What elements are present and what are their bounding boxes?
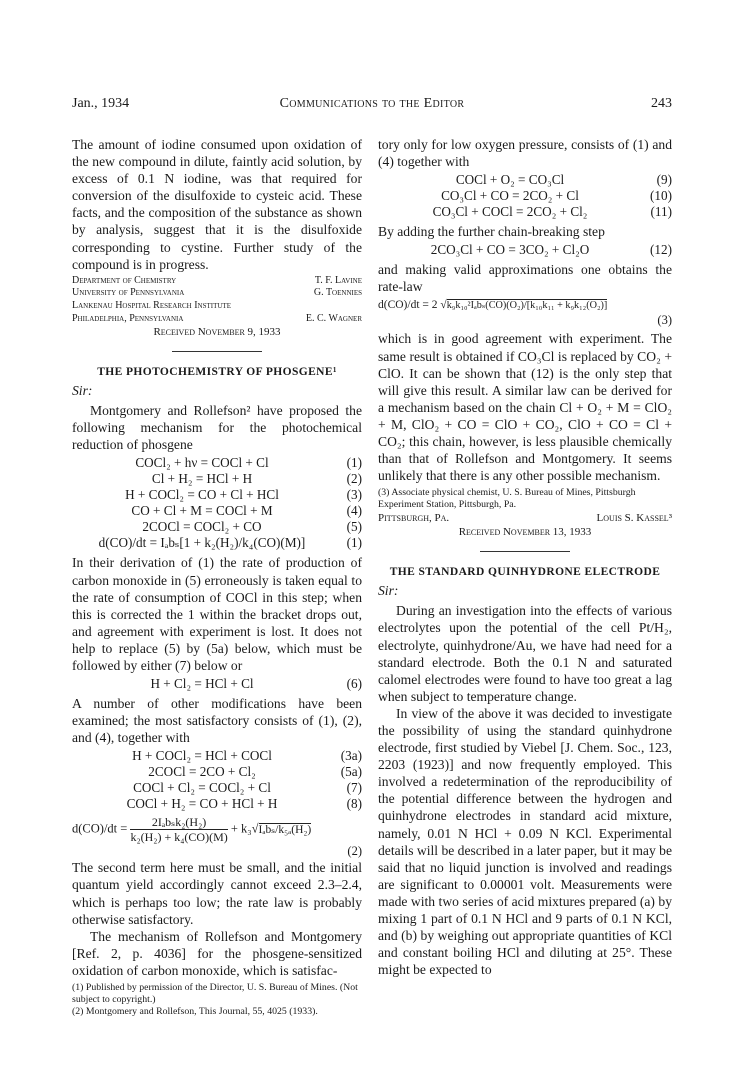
salutation: Sir: xyxy=(72,383,93,399)
equation-number: (2) xyxy=(347,844,362,859)
equation: d(CO)/dt = Iₐbₛ[1 + k₂(H₂)/k₄(CO)(M)] xyxy=(98,535,306,551)
equation-number: (12) xyxy=(650,242,672,258)
equation: CO + Cl + M = COCl + M xyxy=(131,503,273,519)
paragraph: A number of other modifications have been examined; the most satisfactory consists of (1), (2), and (4), together with xyxy=(72,696,362,746)
paragraph: In their derivation of (1) the rate of production of carbon monoxide in (5) erroneously is taken equal to the rate of consumption of COCl in this step; when this is corrected the 1 within the bracket drops out, and agreement with experiment is lost. It does not help to replace (5) by (5a) below, which must be followed by either (7) below or xyxy=(72,555,362,673)
sqrt-sign-icon: √ xyxy=(440,299,447,312)
equation-block xyxy=(378,172,672,220)
page-number: 243 xyxy=(651,96,672,111)
section-divider xyxy=(172,351,262,352)
paragraph: During an investigation into the effects of various electrolytes upon the potential of the cell Pt/H₂, electrolyte, quinhydrone/Au, we have had need for a standard electrode. Both the 0.1 N and saturated calomel electrodes were found to have too great a lag when subject to temperature change. xyxy=(378,603,672,704)
equation-number: (3a) xyxy=(340,748,362,764)
equation-block xyxy=(72,676,362,692)
header-section: Communications to the Editor xyxy=(279,96,465,111)
fraction-denominator: k₂(H₂) + k₄(CO)(M) xyxy=(130,830,228,845)
affiliation-block xyxy=(72,275,362,325)
paragraph: and making valid approximations one obtains the rate-law xyxy=(378,262,672,295)
equation-term: + k₃ xyxy=(230,821,252,836)
equation-number: (11) xyxy=(650,204,672,220)
paragraph: In view of the above it was decided to investigate the possibility of using the standard quinhydrone electrode, first studied by Viebel [J. Chem. Soc., 123, 2203 (1923)] and now frequently employed. This involved a redetermination of the reproducibility of the potential difference between the hydrogen and quinhydrone electrodes in standard acid mixture, namely, 0.01 N HCl + 0.09 N KCl. Experimental details will be described in a later paper, but it may be said that no liquid junction is involved and readings are significant to 0.00001 volt. Measurements were made with two series of acid mixtures prepared (a) by mixing 1 part of 0.1 N HCl and 9 parts of 0.1 N KCl, and (b) by weighing out appropriate quantities of KCl and constant boiling HCl and diluting at 25°. These might be expected to xyxy=(378,705,672,978)
received-date: Received November 13, 1933 xyxy=(458,526,592,539)
article-title: THE STANDARD QUINHYDRONE ELECTRODE xyxy=(389,566,661,579)
equation: H + Cl₂ = HCl + Cl xyxy=(150,676,254,692)
salutation: Sir: xyxy=(378,583,399,599)
paragraph: The mechanism of Rollefson and Montgomery [Ref. 2, p. 4036] for the phosgene-sensitized oxidation of carbon monoxide, which is satisfac- xyxy=(72,928,362,978)
paragraph: The second term here must be small, and the initial quantum yield accordingly cannot exceed 2.3–2.4, which is perhaps too low; the rate law is probably otherwise satisfactory. xyxy=(72,860,362,927)
paragraph: By adding the further chain-breaking step xyxy=(378,224,605,240)
author-name: E. C. Wagner xyxy=(305,312,362,324)
equation-number: (10) xyxy=(650,188,672,204)
affiliation-line: University of Pennsylvania xyxy=(72,287,185,299)
equation: CO₃Cl + CO = 2CO₂ + Cl xyxy=(441,188,579,204)
equation: H + COCl₂ = CO + Cl + HCl xyxy=(125,487,279,503)
equation: Cl + H₂ = HCl + H xyxy=(151,471,253,487)
equation: 2CO₃Cl + CO = 3CO₂ + Cl₂O xyxy=(430,242,590,258)
paragraph: The amount of iodine consumed upon oxidation of the new compound in dilute, faintly acid solution, by excess of 0.1 N iodine, was that required for conversion of the disulfoxide to cysteic acid. These facts, and the composition of the substance as shown by analysis, suggest that it is the disulfoxide corresponding to cystine. Further study of the compound is in progress. xyxy=(72,137,362,272)
equation: CO₃Cl + COCl = 2CO₂ + Cl₂ xyxy=(432,204,588,220)
affiliation-line: Lankenau Hospital Research Institute xyxy=(72,299,231,311)
equation: COCl₂ + hν = COCl + Cl xyxy=(135,455,269,471)
left-column xyxy=(72,136,362,1018)
sqrt-argument: Iₐbₛ/k₅ₐ(H₂) xyxy=(258,823,312,836)
equation-number: (2) xyxy=(346,471,362,487)
equation-number: (8) xyxy=(346,796,362,812)
running-header xyxy=(72,96,672,116)
signature-line xyxy=(378,511,672,525)
author-name: G. Toennies xyxy=(313,287,362,299)
header-date: Jan., 1934 xyxy=(72,96,130,111)
received-date: Received November 9, 1933 xyxy=(153,326,281,339)
equation-number: (7) xyxy=(346,780,362,796)
equation-number: (4) xyxy=(346,503,362,519)
equation-block xyxy=(72,455,362,551)
equation-number: (1) xyxy=(346,455,362,471)
article-title: THE PHOTOCHEMISTRY OF PHOSGENE¹ xyxy=(97,366,337,379)
equation-block xyxy=(378,242,672,258)
equation-number: (5) xyxy=(346,519,362,535)
paragraph: Montgomery and Rollefson² have proposed the following mechanism for the photochemical reduction of phosgene xyxy=(72,403,362,453)
equation-lhs: d(CO)/dt = 2 xyxy=(378,299,438,312)
rate-equation-3 xyxy=(378,298,672,328)
equation-block xyxy=(72,748,362,812)
equation: COCl + Cl₂ = COCl₂ + Cl xyxy=(133,780,271,796)
equation-fraction xyxy=(130,815,227,844)
equation-number: (5a) xyxy=(340,764,362,780)
equation-number: (1) xyxy=(346,535,362,551)
equation: COCl + H₂ = CO + HCl + H xyxy=(126,796,278,812)
rate-equation-2 xyxy=(72,815,362,859)
author-name: Louis S. Kassel³ xyxy=(596,512,672,525)
fraction-numerator: 2Iₐbₛk₂(H₂) xyxy=(130,815,227,830)
equation-number: (6) xyxy=(346,676,362,692)
right-column xyxy=(378,136,672,978)
affiliation-line: Department of Chemistry xyxy=(72,274,177,286)
affiliation-line: Philadelphia, Pennsylvania xyxy=(72,312,184,324)
equation-number: (3) xyxy=(657,313,672,328)
footnote: (2) Montgomery and Rollefson, This Journal, 55, 4025 (1933). xyxy=(72,1006,318,1017)
equation: 2COCl = COCl₂ + CO xyxy=(142,519,262,535)
footnote: (3) Associate physical chemist, U. S. Bureau of Mines, Pittsburgh Experiment Station, Pittsburgh, Pa. xyxy=(378,487,636,511)
footnote: (1) Published by permission of the Director, U. S. Bureau of Mines. (Not subject to copyright.) xyxy=(72,982,358,1005)
equation: COCl + O₂ = CO₃Cl xyxy=(455,172,565,188)
author-name: T. F. Lavine xyxy=(314,274,362,286)
paragraph: tory only for low oxygen pressure, consists of (1) and (4) together with xyxy=(378,137,672,170)
equation-number: (3) xyxy=(346,487,362,503)
equation: 2COCl = 2CO + Cl₂ xyxy=(148,764,256,780)
paragraph: which is in good agreement with experiment. The same result is obtained if CO₃Cl is replaced by CO₂ + ClO. It can be shown that (12) is the only step that will give this result. A similar law can be derived for a mechanism based on the chain Cl + O₂ + M = ClO₂ + M, ClO₂ + CO = ClO + CO₂, ClO + CO = Cl + CO₂; this chain, however, is less plausible chemically than that of Rollefson and Montgomery. It seems unlikely that there is any other possible mechanism. xyxy=(378,331,672,484)
equation: H + COCl₂ = HCl + COCl xyxy=(132,748,272,764)
signature-location: Pittsburgh, Pa. xyxy=(378,512,450,525)
sqrt-sign-icon: √ xyxy=(251,821,259,836)
equation-lhs: d(CO)/dt = xyxy=(72,821,128,836)
equation-number: (9) xyxy=(656,172,672,188)
sqrt-argument: k₉k₁₀²Iₐbₛ(CO)(O₂)/[k₁₀k₁₁ + k₉k₁₂(O₂)] xyxy=(446,300,608,312)
section-divider xyxy=(480,551,570,552)
